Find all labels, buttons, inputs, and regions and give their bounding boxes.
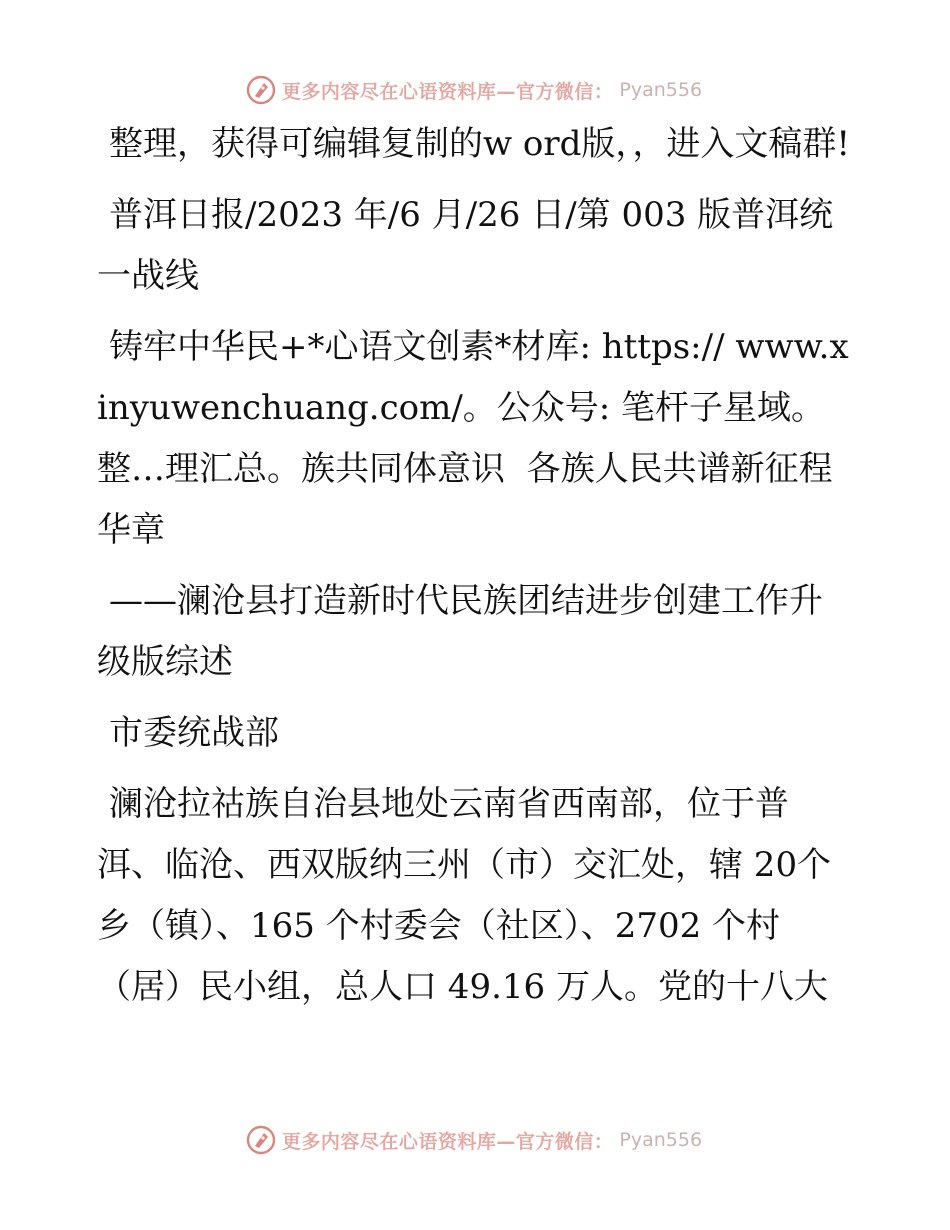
header-watermark-banner [0,70,950,110]
paragraph-subtitle: ——澜沧县打造新时代民族团结进步创建工作升级版综述 [97,581,823,682]
watermark-text: 更多内容尽在心语资料库—官方微信： [281,1130,614,1153]
watermark-text: 更多内容尽在心语资料库—官方微信： [281,80,614,103]
pen-nib-circle-icon [246,1125,276,1155]
paragraph-body: 澜沧拉祜族自治县地处云南省西南部，位于普洱、临沧、西双版纳三州（市）交汇处，辖 20个乡（镇）、165 个村委会（社区）、2702 个村（居）民小组，总人口 49.16 万人。党的十八大 [97,784,832,1007]
paragraph-note: 整理，获得可编辑复制的w ord版，，进入文稿群! [109,124,851,164]
watermark-wechat-id: Pyan556 [619,79,703,101]
paragraph-source: 普洱日报/2023 年/6 月/26 日/第 003 版普洱统一战线 [97,195,834,296]
paragraph-title: 铸牢中华民+*心语文创素*材库: https:// www.xinyuwenchuang.com/。公众号: 笔杆子星域。整…理汇总。族共同体意识 各族人民共谱新征程华章 [97,327,849,550]
watermark-wechat-id: Pyan556 [619,1129,703,1151]
paragraph-author: 市委统战部 [109,713,279,753]
pen-nib-circle-icon [246,75,276,105]
document-body [97,114,853,1028]
header-watermark [246,75,702,105]
footer-watermark-banner [0,1120,950,1160]
footer-watermark [246,1125,702,1155]
